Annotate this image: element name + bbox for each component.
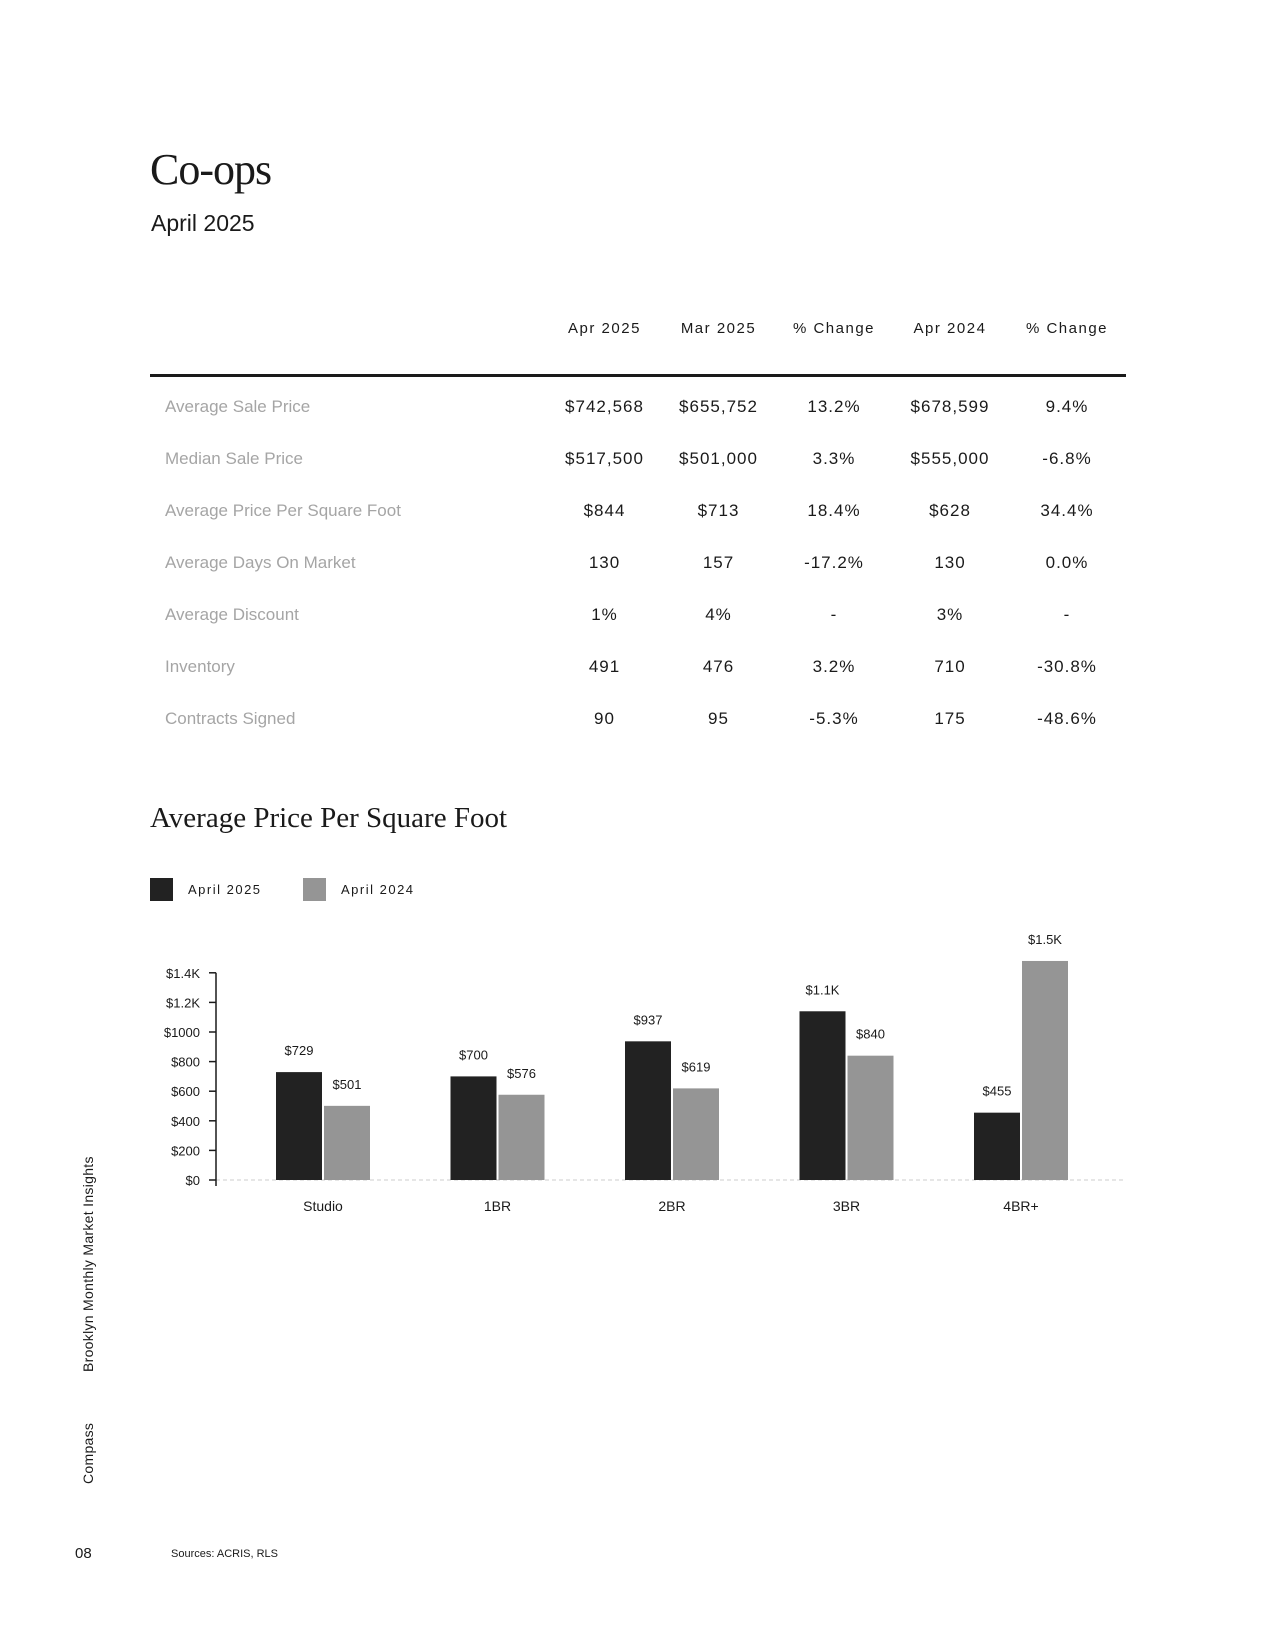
- table-cell: $655,752: [679, 397, 758, 416]
- table-cell: 3%: [936, 605, 964, 624]
- y-tick-label: $0: [185, 1173, 200, 1188]
- y-tick-label: $600: [171, 1084, 200, 1100]
- table-cell: 710: [934, 657, 966, 676]
- bar-studio-april-2024: [324, 1106, 370, 1180]
- table-cell: -: [830, 605, 838, 624]
- y-tick-label: $1.4K: [166, 965, 200, 981]
- chart-title: Average Price Per Square Foot: [150, 802, 508, 834]
- table-cell: $501,000: [679, 449, 758, 468]
- metric-label: Average Discount: [165, 605, 299, 624]
- bar-value-label: $700: [459, 1047, 488, 1063]
- column-header: % Change: [776, 320, 892, 376]
- table-cell: -48.6%: [1037, 709, 1097, 728]
- bar-value-label: $729: [284, 1043, 314, 1059]
- table-cell: 34.4%: [1040, 501, 1094, 520]
- bar-4br-april-2025: [974, 1113, 1020, 1180]
- column-header: Mar 2025: [661, 320, 776, 376]
- y-tick-label: $400: [171, 1113, 200, 1129]
- metric-label: Average Days On Market: [165, 553, 356, 572]
- table-cell: 3.3%: [812, 449, 856, 468]
- table-cell: -: [1063, 605, 1071, 624]
- bar-1br-april-2024: [499, 1095, 545, 1180]
- column-header: % Change: [1008, 320, 1126, 376]
- table-cell: 476: [702, 657, 735, 676]
- table-cell: 13.2%: [807, 397, 861, 416]
- metric-label: Inventory: [165, 657, 235, 676]
- table-cell: $555,000: [910, 449, 990, 468]
- page-subtitle: April 2025: [151, 210, 255, 236]
- metric-label: Average Price Per Square Foot: [165, 501, 401, 520]
- table-cell: $628: [929, 501, 971, 520]
- x-category-label: 1BR: [483, 1198, 512, 1214]
- table-cell: 491: [588, 657, 621, 676]
- metric-label: Average Sale Price: [165, 397, 311, 416]
- bar-studio-april-2025: [276, 1072, 322, 1180]
- table-cell: 130: [588, 553, 621, 572]
- bar-value-label: $619: [681, 1059, 711, 1075]
- bar-4br-april-2024: [1022, 961, 1068, 1180]
- y-tick-label: $800: [171, 1054, 200, 1070]
- bar-2br-april-2024: [673, 1088, 719, 1180]
- y-tick-label: $1.2K: [166, 995, 200, 1011]
- table-cell: 18.4%: [807, 501, 861, 520]
- table-cell: 175: [934, 709, 966, 728]
- table-cell: $678,599: [910, 397, 990, 416]
- table-cell: -30.8%: [1037, 657, 1097, 676]
- bar-value-label: $1.1K: [805, 982, 840, 998]
- bar-value-label: $840: [856, 1026, 885, 1042]
- y-tick-label: $200: [171, 1143, 200, 1159]
- table-cell: $713: [697, 501, 740, 520]
- metric-label: Contracts Signed: [165, 709, 296, 728]
- page-number: 08: [75, 1545, 92, 1562]
- brand-name: Compass: [80, 1422, 96, 1484]
- bar-3br-april-2025: [800, 1011, 846, 1180]
- x-category-label: 2BR: [658, 1198, 686, 1214]
- table-cell: 3.2%: [812, 657, 856, 676]
- table-cell: $517,500: [565, 449, 644, 468]
- bar-value-label: $455: [982, 1083, 1012, 1099]
- legend-label: April 2024: [341, 882, 415, 897]
- column-header: Apr 2024: [892, 320, 1008, 376]
- legend-label: April 2025: [188, 882, 262, 897]
- table-cell: 0.0%: [1045, 553, 1089, 572]
- bar-value-label: $576: [507, 1065, 536, 1081]
- table-cell: -6.8%: [1042, 449, 1092, 468]
- x-category-label: Studio: [303, 1198, 343, 1214]
- table-cell: 90: [594, 709, 615, 728]
- table-cell: 157: [702, 553, 735, 572]
- column-header: Apr 2025: [548, 320, 661, 376]
- table-cell: -5.3%: [809, 709, 859, 728]
- bar-2br-april-2025: [625, 1041, 671, 1180]
- x-category-label: 3BR: [832, 1198, 861, 1214]
- y-tick-label: $1000: [163, 1025, 200, 1040]
- bar-value-label: $1.5K: [1028, 931, 1062, 947]
- bar-value-label: $501: [332, 1076, 362, 1092]
- page-title: Co-ops: [150, 145, 272, 194]
- metric-label: Median Sale Price: [165, 449, 303, 468]
- table-cell: 1%: [591, 605, 618, 624]
- bar-3br-april-2024: [848, 1056, 894, 1180]
- table-cell: 130: [934, 553, 966, 572]
- report-name: Brooklyn Monthly Market Insights: [80, 1156, 96, 1372]
- table-cell: $844: [583, 501, 626, 520]
- table-cell: 95: [708, 709, 729, 728]
- table-cell: 4%: [705, 605, 732, 624]
- x-category-label: 4BR+: [1003, 1198, 1039, 1214]
- table-cell: $742,568: [565, 397, 644, 416]
- bar-1br-april-2025: [451, 1076, 497, 1180]
- table-cell: -17.2%: [804, 553, 864, 572]
- table-cell: 9.4%: [1045, 397, 1089, 416]
- bar-value-label: $937: [633, 1012, 663, 1028]
- sources-note: Sources: ACRIS, RLS: [171, 1548, 278, 1560]
